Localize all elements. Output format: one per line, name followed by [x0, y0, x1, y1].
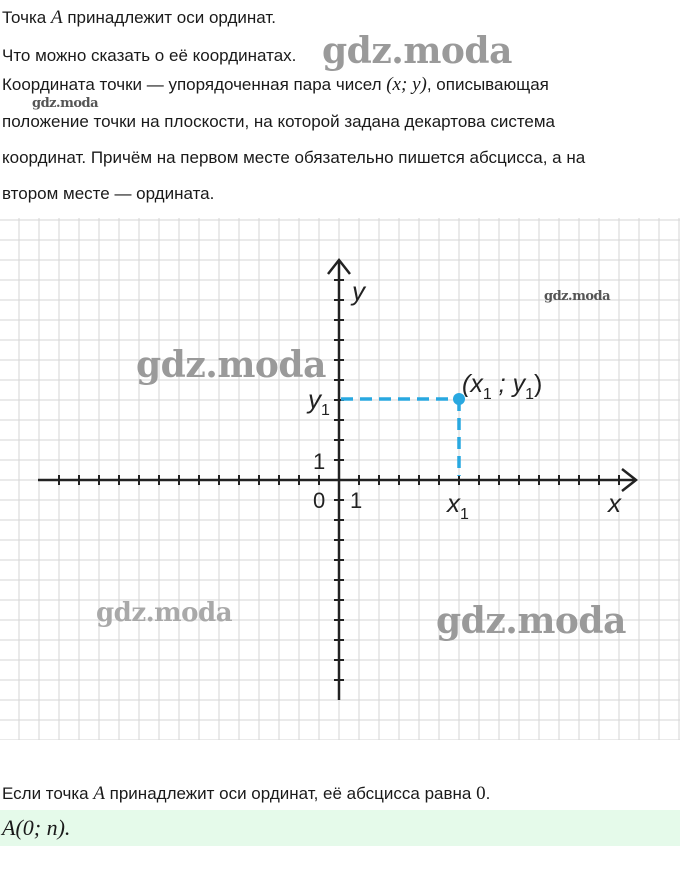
var-a: A	[93, 783, 105, 804]
answer-text: A(0; n).	[2, 815, 71, 840]
y1-label: $y_1$	[308, 384, 330, 419]
answer-box	[0, 810, 680, 846]
explanation-line-3: координат. Причём на первом месте обязательно пишется абсцисса, а на	[2, 148, 586, 167]
watermark: gdz.moda	[136, 344, 326, 386]
x-axis-label: x	[608, 488, 621, 518]
conclusion-line: Если точка A принадлежит оси ординат, её абсцисса равна 0.	[2, 783, 491, 804]
pair-notation: (x; y)	[386, 74, 427, 95]
problem-line-1: Точка A принадлежит оси ординат.	[2, 7, 276, 28]
explanation-line-1: Координата точки — упорядоченная пара чисел (x; y), описывающая	[2, 74, 549, 95]
explanation-line-4: втором месте — ордината.	[2, 184, 215, 203]
explanation-line-2: положение точки на плоскости, на которой задана декартова система	[2, 112, 556, 131]
unit-x-label: 1	[350, 488, 363, 513]
zero-value: 0	[476, 783, 486, 804]
problem-line-2: Что можно сказать о её координатах.	[2, 46, 297, 65]
watermark: gdz.moda	[436, 600, 626, 642]
x1-label: $x_1$	[447, 488, 469, 523]
origin-label: 0	[313, 488, 326, 513]
unit-y-label: 1	[313, 449, 326, 474]
y-axis-label: y	[352, 276, 365, 306]
point-label: ($x_1$ ; $y_1$)	[462, 370, 543, 403]
watermark: gdz.moda	[322, 30, 512, 72]
watermark: gdz.moda	[96, 598, 233, 628]
var-a: A	[50, 7, 63, 28]
watermark: gdz.moda	[32, 96, 99, 111]
watermark: gdz.moda	[544, 289, 611, 304]
